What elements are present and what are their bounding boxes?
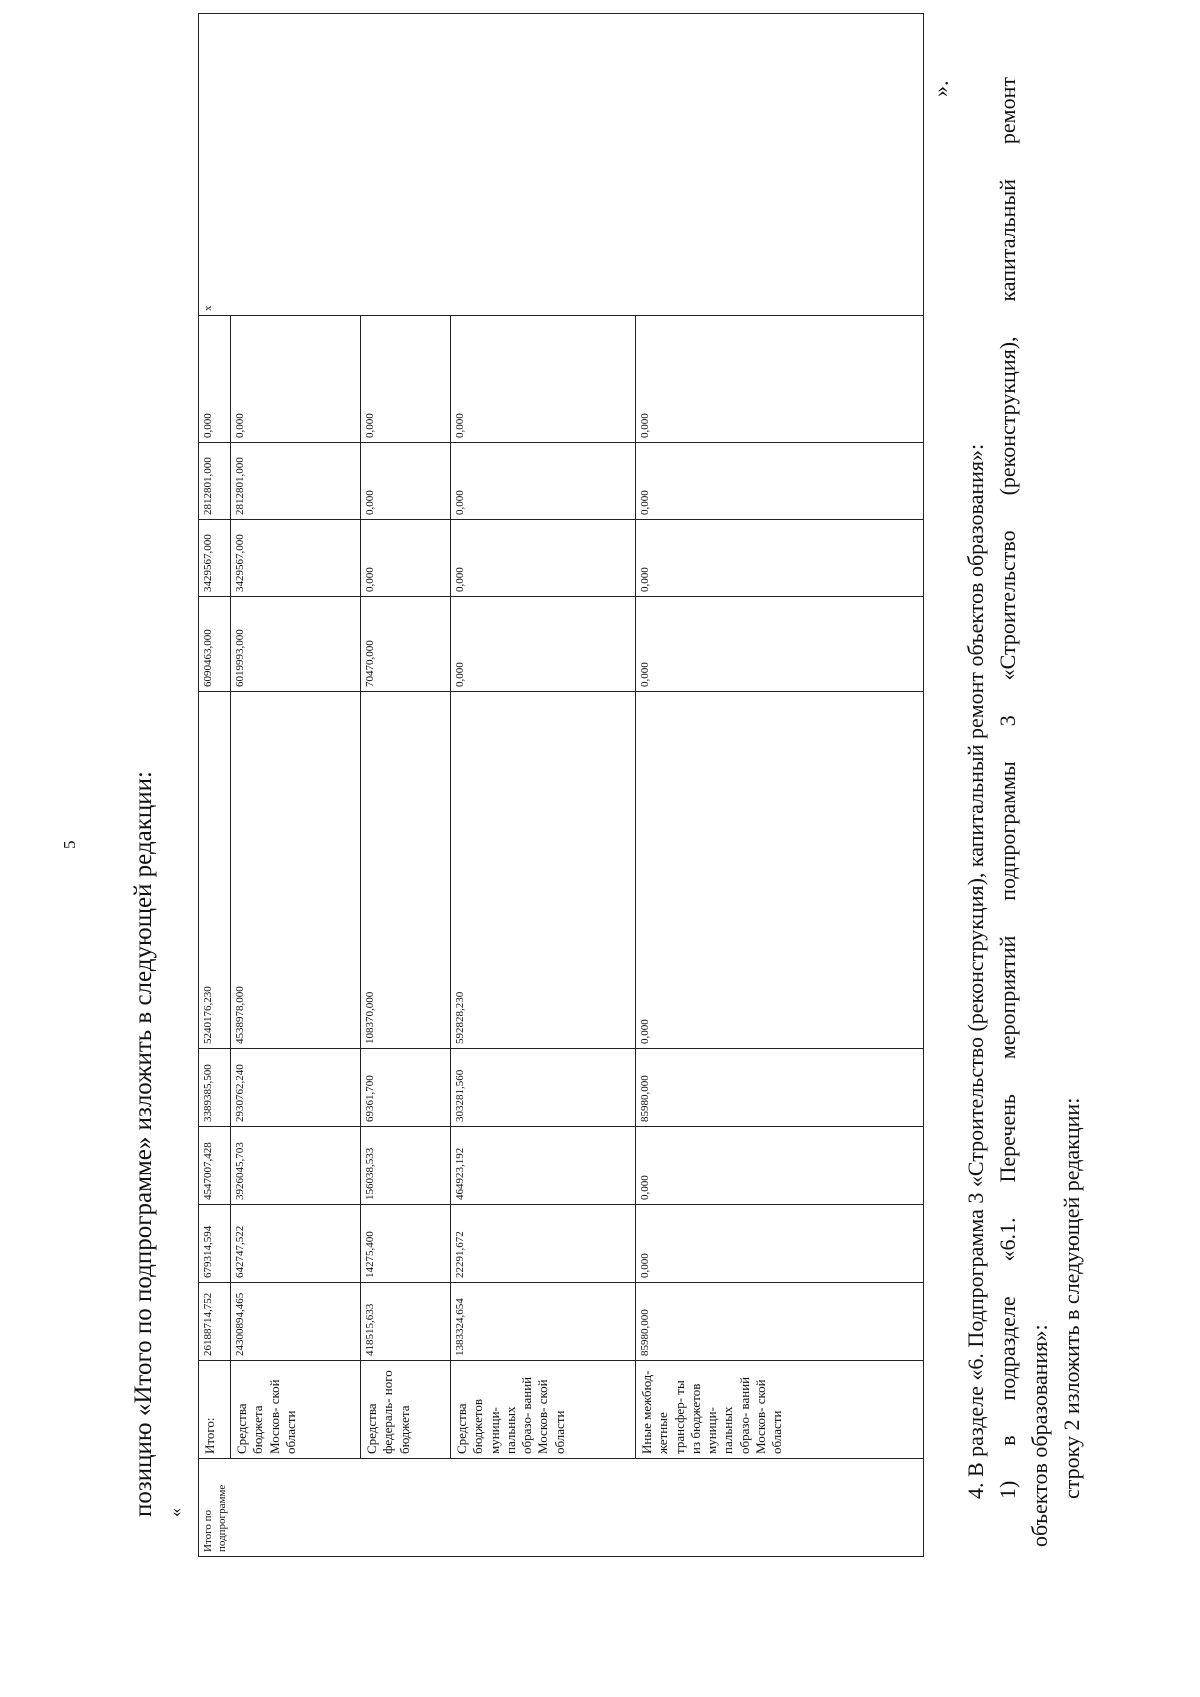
amendment-paragraphs [960, 77, 1088, 1547]
value-cell: 679314,594 [199, 1205, 231, 1283]
value-cell: 303281,560 [451, 1049, 636, 1127]
para-subsection-1-cont: объектов образования»: [1026, 1324, 1052, 1547]
value-cell: 69361,700 [361, 1049, 451, 1127]
value-cell: 0,000 [451, 316, 636, 443]
quote-open: « [165, 1508, 185, 1517]
value-cell: 0,000 [636, 1205, 924, 1283]
value-cell: 108370,000 [361, 692, 451, 1049]
value-cell: 26188714,752 [199, 1283, 231, 1361]
value-cell: 592828,230 [451, 692, 636, 1049]
value-cell: 0,000 [361, 443, 451, 520]
last-col-x: x [202, 305, 214, 311]
para-section-4: 4. В разделе «6. Подпрограмма 3 «Строительство (реконструкция), капитальный ремонт объектов образования»: [963, 443, 988, 1499]
source-cell: Средства федераль- ного бюджета [361, 1361, 451, 1459]
value-cell: 5240176,230 [199, 692, 231, 1049]
value-cell: 0,000 [361, 316, 451, 443]
source-cell: Итого: [199, 1361, 231, 1459]
value-cell: 6019993,000 [231, 597, 361, 692]
value-cell: 0,000 [199, 316, 231, 443]
source-cell: Иные межбюд- жетные трансфер- ты из бюджетов муници- пальных образо- ваний Москов- ской области [636, 1361, 924, 1459]
value-cell: 0,000 [636, 597, 924, 692]
value-cell: 0,000 [361, 520, 451, 597]
source-cell: Средства бюджета Москов- ской области [231, 1361, 361, 1459]
value-cell: 0,000 [231, 316, 361, 443]
value-cell: 0,000 [636, 443, 924, 520]
intro-text: позицию «Итого по подпрограмме» изложить в следующей редакции: [130, 771, 157, 1517]
finance-table [198, 13, 924, 1557]
value-cell: 3429567,000 [199, 520, 231, 597]
value-cell: 418515,633 [361, 1283, 451, 1361]
value-cell: 3389385,500 [199, 1049, 231, 1127]
quote-close: ». [928, 80, 953, 97]
value-cell: 2812801,000 [199, 443, 231, 520]
page-number: 5 [60, 840, 79, 849]
value-cell: 0,000 [636, 520, 924, 597]
value-cell: 0,000 [636, 1127, 924, 1205]
value-cell: 85980,000 [636, 1049, 924, 1127]
value-cell: 0,000 [451, 443, 636, 520]
value-cell: 1383324,654 [451, 1283, 636, 1361]
value-cell: 2930762,240 [231, 1049, 361, 1127]
value-cell: 0,000 [451, 597, 636, 692]
value-cell: 0,000 [636, 316, 924, 443]
row-label-cell [199, 1459, 924, 1557]
value-cell: 3429567,000 [231, 520, 361, 597]
last-col-cell [199, 14, 924, 316]
value-cell: 0,000 [451, 520, 636, 597]
value-cell: 70470,000 [361, 597, 451, 692]
value-cell: 0,000 [636, 692, 924, 1049]
value-cell: 4547007,428 [199, 1127, 231, 1205]
row-label: Итого по подпрограмме [202, 1484, 228, 1552]
value-cell: 85980,000 [636, 1283, 924, 1361]
value-cell: 3926045,703 [231, 1127, 361, 1205]
para-subsection-1: 1) в подразделе «6.1. Перечень мероприятий подпрограммы 3 «Строительство (реконструкция), капитальный ремонт [994, 77, 1020, 1499]
value-cell: 4538978,000 [231, 692, 361, 1049]
value-cell: 464923,192 [451, 1127, 636, 1205]
source-cell: Средства бюджетов муници- пальных образо- ваний Москов- ской области [451, 1361, 636, 1459]
value-cell: 2812801,000 [231, 443, 361, 520]
value-cell: 22291,672 [451, 1205, 636, 1283]
value-cell: 156038,533 [361, 1127, 451, 1205]
value-cell: 24300894,465 [231, 1283, 361, 1361]
value-cell: 14275,400 [361, 1205, 451, 1283]
para-row-2: строку 2 изложить в следующей редакции: [1058, 1097, 1084, 1499]
value-cell: 6090463,000 [199, 597, 231, 692]
value-cell: 642747,522 [231, 1205, 361, 1283]
